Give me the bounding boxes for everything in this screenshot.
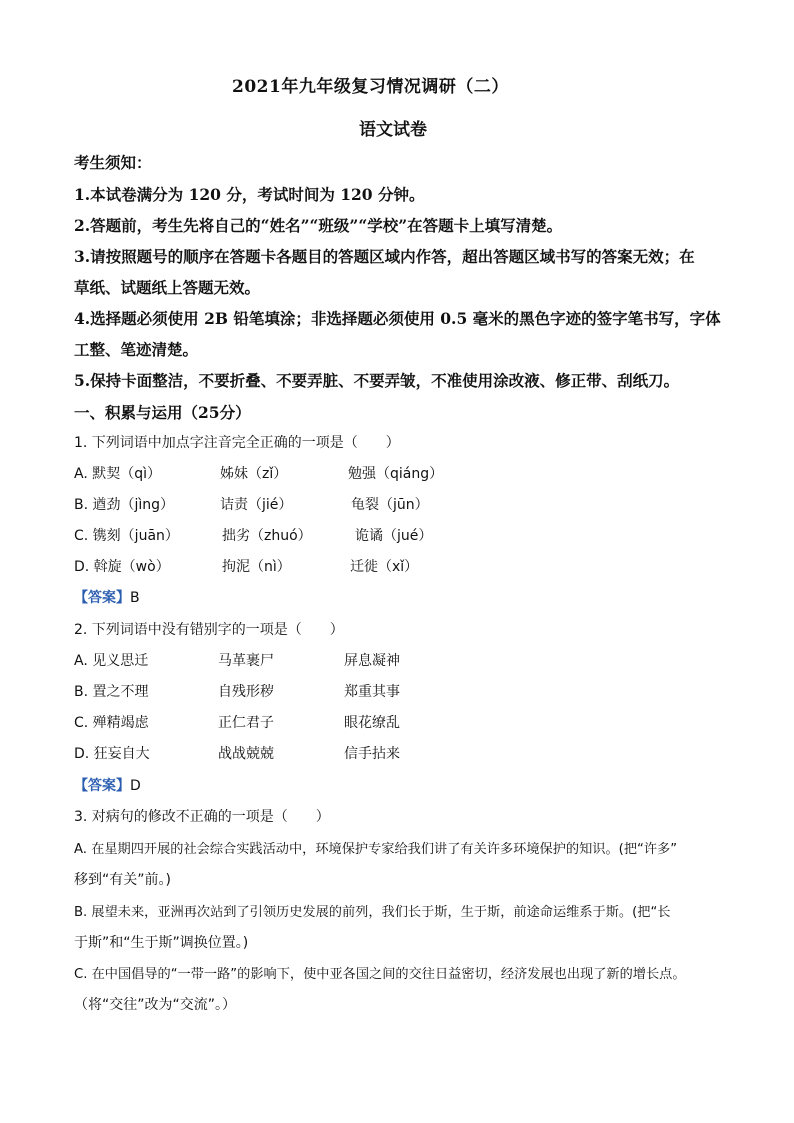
answer-value: B [130, 590, 140, 606]
q2-option-b-2: 自残形秽 [218, 684, 274, 700]
q2-option-c-2: 正仁君子 [218, 715, 274, 731]
answer-tag: 【答案】 [74, 778, 130, 794]
q2-option-b-3: 郑重其事 [344, 684, 400, 700]
question-1-stem: 1. 下列词语中加点字注音完全正确的一项是（ ） [74, 435, 400, 451]
note-4a: 4.选择题必须使用 2B 铅笔填涂；非选择题必须使用 0.5 毫米的黑色字迹的签字笔书写，字体 [74, 309, 721, 328]
q2-option-d-2: 战战兢兢 [218, 746, 274, 762]
q2-option-b-1: B. 置之不理 [74, 684, 149, 700]
notes-heading: 考生须知： [74, 153, 152, 172]
section-heading: 一、积累与运用（25分） [74, 403, 251, 422]
question-3-stem: 3. 对病句的修改不正确的一项是（ ） [74, 809, 330, 825]
answer-value: D [130, 778, 141, 794]
q3-option-b-line1: B. 展望未来，亚洲再次站到了引领历史发展的前列，我们长于斯，生于斯，前途命运维系于斯。(把“长 [74, 905, 671, 920]
q3-option-b-line2: 于斯”和“生于斯”调换位置。) [74, 935, 249, 951]
q1-option-a-2: 姊妹（zǐ） [220, 466, 288, 482]
note-1: 1.本试卷满分为 120 分，考试时间为 120 分钟。 [74, 185, 425, 204]
q1-option-b-2: 诘责（jié） [220, 497, 293, 513]
answer-tag: 【答案】 [74, 590, 130, 606]
q1-option-c-2: 拙劣（zhuó） [222, 528, 312, 544]
q1-option-d-1: D. 斡旋（wò） [74, 559, 170, 575]
q2-option-c-1: C. 殚精竭虑 [74, 715, 149, 731]
note-2: 2.答题前，考生先将自己的“姓名”“班级”“学校”在答题卡上填写清楚。 [74, 216, 563, 235]
q2-option-d-1: D. 狂妄自大 [74, 746, 150, 762]
note-4b: 工整、笔迹清楚。 [74, 340, 199, 359]
q2-option-c-3: 眼花缭乱 [344, 715, 400, 731]
q3-option-c-line1: C. 在中国倡导的“一带一路”的影响下，使中亚各国之间的交往日益密切，经济发展也出现了新的增长点。 [74, 967, 686, 982]
q2-option-d-3: 信手拈来 [344, 746, 400, 762]
q3-option-a-line2: 移到“有关”前。) [74, 872, 171, 888]
q1-option-c-1: C. 镌刻（juān） [74, 528, 179, 544]
q2-option-a-1: A. 见义思迁 [74, 653, 149, 669]
note-3b: 草纸、试题纸上答题无效。 [74, 278, 261, 297]
q1-option-b-1: B. 遒劲（jìng） [74, 497, 175, 513]
q1-option-d-3: 迁徙（xǐ） [350, 559, 419, 575]
q2-option-a-3: 屏息凝神 [344, 653, 400, 669]
q1-option-b-3: 龟裂（jūn） [351, 497, 429, 513]
page-subtitle: 语文试卷 [359, 120, 427, 140]
question-2-stem: 2. 下列词语中没有错别字的一项是（ ） [74, 622, 344, 638]
note-3a: 3.请按照题号的顺序在答题卡各题目的答题区域内作答，超出答题区域书写的答案无效；在 [74, 247, 695, 266]
note-5: 5.保持卡面整洁，不要折叠、不要弄脏、不要弄皱，不准使用涂改液、修正带、刮纸刀。 [74, 371, 680, 390]
q2-option-a-2: 马革裹尸 [218, 653, 274, 669]
q3-option-c-line2: （将“交往”改为“交流”。） [74, 997, 237, 1013]
q1-option-c-3: 诡谲（jué） [355, 528, 433, 544]
q1-answer [74, 587, 140, 607]
q2-answer [74, 775, 141, 795]
q1-option-a-1: A. 默契（qì） [74, 466, 162, 482]
q1-option-d-2: 拘泥（nì） [222, 559, 291, 575]
q1-option-a-3: 勉强（qiáng） [348, 466, 444, 482]
page-title: 2021年九年级复习情况调研（二） [232, 77, 509, 97]
q3-option-a-line1: A. 在星期四开展的社会综合实践活动中，环境保护专家给我们讲了有关许多环境保护的知识。(把“许多” [74, 842, 678, 857]
